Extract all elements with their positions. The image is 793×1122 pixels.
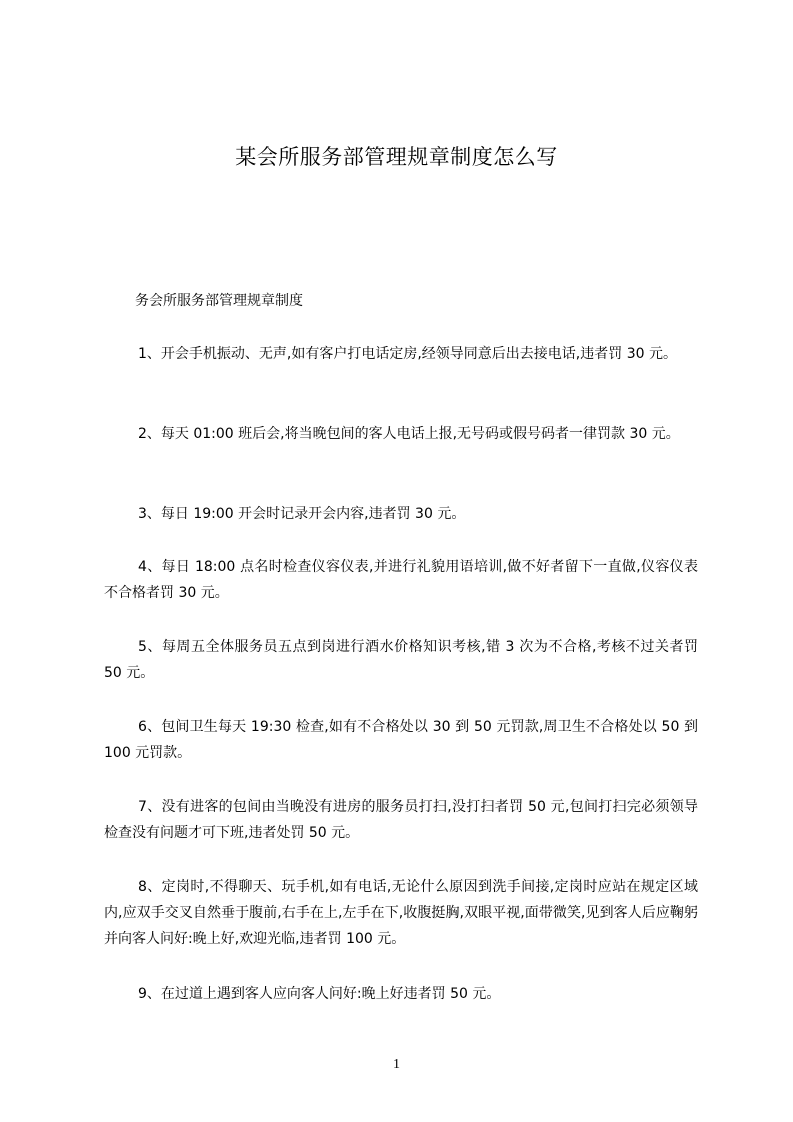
rule-paragraph: 4、每日 18:00 点名时检查仪容仪表,并进行礼貌用语培训,做不好者留下一直做,仪容仪表不合格者罚 30 元。 [104, 559, 698, 601]
rule-paragraph: 1、开会手机振动、无声,如有客户打电话定房,经领导同意后出去接电话,违者罚 30 元。 [138, 346, 677, 362]
rule-paragraph: 3、每日 19:00 开会时记录开会内容,违者罚 30 元。 [138, 506, 466, 522]
rule-paragraph: 6、包间卫生每天 19:30 检查,如有不合格处以 30 到 50 元罚款,周卫生不合格处以 50 到 100 元罚款。 [104, 719, 698, 761]
rule-paragraph: 9、在过道上遇到客人应向客人问好:晚上好违者罚 50 元。 [138, 986, 501, 1002]
page-number: 1 [393, 1057, 400, 1072]
rule-paragraph: 7、没有进客的包间由当晚没有进房的服务员打扫,没打扫者罚 50 元,包间打扫完必须领导检查没有问题才可下班,违者处罚 50 元。 [104, 799, 698, 841]
document-title: 某会所服务部管理规章制度怎么写 [235, 145, 558, 169]
document-subtitle: 务会所服务部管理规章制度 [135, 293, 303, 309]
rule-paragraph: 8、定岗时,不得聊天、玩手机,如有电话,无论什么原因到洗手间接,定岗时应站在规定区域内,应双手交叉自然垂于腹前,右手在上,左手在下,收腹挺胸,双眼平视,面带微笑,见到客人后应鞠躬并向客人问好:晚上好,欢迎光临,违者罚 100 元。 [104, 879, 698, 947]
rule-paragraph: 5、每周五全体服务员五点到岗进行酒水价格知识考核,错 3 次为不合格,考核不过关者罚 50 元。 [104, 639, 698, 681]
rule-paragraph: 2、每天 01:00 班后会,将当晚包间的客人电话上报,无号码或假号码者一律罚款 30 元。 [138, 426, 680, 442]
